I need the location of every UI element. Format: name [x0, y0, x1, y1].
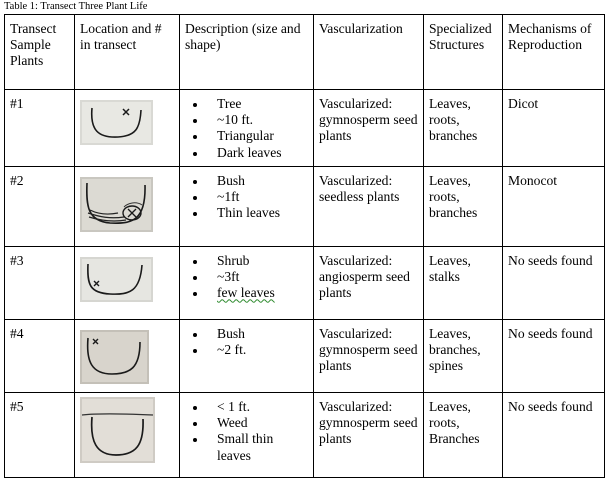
table-row — [5, 393, 605, 478]
table-header-row — [5, 15, 605, 90]
header-sample: Transect Sample Plants — [5, 15, 75, 90]
sample-id: #4 — [5, 320, 75, 393]
description-item: ~3ft — [217, 269, 308, 285]
header-reproduction: Mechanisms of Reproduction — [503, 15, 605, 90]
description-item — [217, 285, 308, 301]
table-row — [5, 247, 605, 320]
vascularization-cell: Vascularized: angiosperm seed plants — [314, 247, 424, 320]
description-item: ~1ft — [217, 189, 308, 205]
vascularization-cell: Vascularized: seedless plants — [314, 167, 424, 247]
location-cell — [75, 393, 180, 478]
description-item: Weed — [217, 415, 308, 431]
transect-sketch-photo — [80, 100, 153, 145]
header-structures: Specialized Structures — [424, 15, 503, 90]
transect-sketch-photo — [80, 177, 153, 232]
table-row — [5, 167, 605, 247]
description-item: Small thin leaves — [217, 431, 308, 463]
description-item: Thin leaves — [217, 205, 308, 221]
description-item: ~2 ft. — [217, 342, 308, 358]
structures-cell: Leaves, branches, spines — [424, 320, 503, 393]
location-cell — [75, 320, 180, 393]
header-vascularization: Vascularization — [314, 15, 424, 90]
description-item: Shrub — [217, 253, 308, 269]
sample-id: #5 — [5, 393, 75, 478]
table-row — [5, 320, 605, 393]
structures-cell: Leaves, roots, Branches — [424, 393, 503, 478]
location-cell — [75, 167, 180, 247]
description-cell — [180, 247, 314, 320]
sample-id: #3 — [5, 247, 75, 320]
description-item: Dark leaves — [217, 145, 308, 161]
reproduction-cell: No seeds found — [503, 247, 605, 320]
description-item: ~10 ft. — [217, 112, 308, 128]
structures-cell: Leaves, roots, branches — [424, 167, 503, 247]
transect-sketch-photo — [80, 257, 153, 302]
reproduction-cell: Monocot — [503, 167, 605, 247]
vascularization-cell: Vascularized: gymnosperm seed plants — [314, 320, 424, 393]
description-item: Triangular — [217, 128, 308, 144]
table-caption: Table 1: Transect Three Plant Life — [4, 1, 148, 12]
description-item: Bush — [217, 173, 308, 189]
reproduction-cell: No seeds found — [503, 393, 605, 478]
transect-sketch-photo — [80, 330, 149, 384]
header-description: Description (size and shape) — [180, 15, 314, 90]
plant-life-table — [4, 14, 605, 478]
location-cell — [75, 247, 180, 320]
description-item: Bush — [217, 326, 308, 342]
structures-cell: Leaves, roots, branches — [424, 90, 503, 167]
description-cell — [180, 167, 314, 247]
header-location: Location and # in transect — [75, 15, 180, 90]
sample-id: #2 — [5, 167, 75, 247]
vascularization-cell: Vascularized: gymnosperm seed plants — [314, 90, 424, 167]
description-item: < 1 ft. — [217, 399, 308, 415]
description-item: Tree — [217, 96, 308, 112]
description-text: few leaves — [217, 285, 275, 301]
description-cell — [180, 320, 314, 393]
location-cell — [75, 90, 180, 167]
reproduction-cell: No seeds found — [503, 320, 605, 393]
description-cell — [180, 90, 314, 167]
reproduction-cell: Dicot — [503, 90, 605, 167]
vascularization-cell: Vascularized: gymnosperm seed plants — [314, 393, 424, 478]
description-cell — [180, 393, 314, 478]
table-row — [5, 90, 605, 167]
sample-id: #1 — [5, 90, 75, 167]
structures-cell: Leaves, stalks — [424, 247, 503, 320]
transect-sketch-photo — [80, 397, 155, 463]
